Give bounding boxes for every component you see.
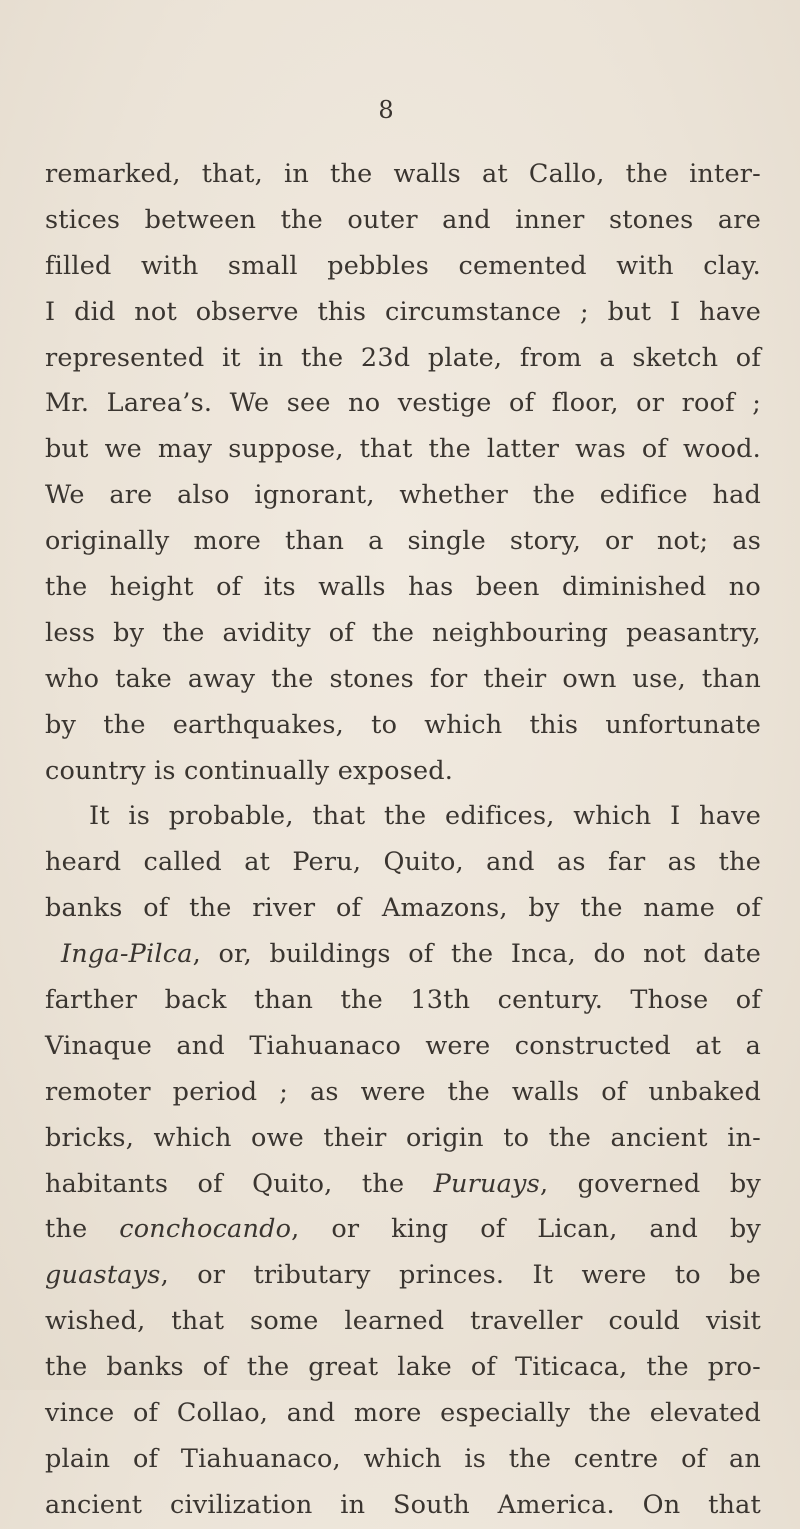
italic-term: conchocando [119, 1214, 292, 1245]
text-line: I did not observe this circumstance ; but I have [45, 296, 761, 327]
text-line: ancient civilization in South America. On that [45, 1489, 761, 1520]
text-line: stices between the outer and inner stones are [45, 204, 761, 235]
text-line: by the earthquakes, to which this unfortunate [45, 709, 761, 740]
text-line: remoter period ; as were the walls of unbaked [45, 1076, 761, 1107]
text-line: banks of the river of Amazons, by the name of [45, 893, 761, 924]
italic-term: guastays [45, 1260, 161, 1291]
text-line: the banks of the great lake of Titicaca, the pro- [45, 1352, 761, 1383]
text-line: filled with small pebbles cemented with clay. [45, 250, 761, 281]
text-line: represented it in the 23d plate, from a sketch of [45, 342, 761, 373]
text-line: It is probable, that the edifices, which I have [89, 801, 761, 832]
text-line: Inga-Pilca, or, buildings of the Inca, do not date [61, 939, 761, 970]
text-line: plain of Tiahuanaco, which is the centre of an [45, 1443, 761, 1474]
text-line: We are also ignorant, whether the edifice had [45, 480, 761, 511]
text-line: country is continually exposed. [45, 755, 454, 786]
text-line: vince of Collao, and more especially the elevated [45, 1398, 761, 1429]
italic-term: Puruays [433, 1168, 540, 1199]
text-line: remarked, that, in the walls at Callo, the inter- [45, 159, 761, 189]
text-line: wished, that some learned traveller could visit [45, 1306, 761, 1337]
text-line: habitants of Quito, the Puruays, governed by [45, 1168, 761, 1199]
text-line: the conchocando, or king of Lican, and by [45, 1214, 761, 1245]
text-line: bricks, which owe their origin to the ancient in- [45, 1122, 761, 1153]
text-line: the height of its walls has been diminished no [45, 572, 761, 603]
text-line: farther back than the 13th century. Those of [45, 985, 761, 1016]
text-line: Vinaque and Tiahuanaco were constructed at a [45, 1030, 761, 1061]
italic-term: Inga-Pilca [61, 939, 193, 970]
text-line: heard called at Peru, Quito, and as far as the [45, 847, 761, 878]
text-line: who take away the stones for their own use, than [45, 663, 761, 694]
text-line: but we may suppose, that the latter was of wood. [45, 434, 761, 465]
body-text [45, 152, 761, 1529]
page-number: 8 [378, 96, 394, 124]
text-line: less by the avidity of the neighbouring peasantry, [45, 617, 761, 648]
text-line: guastays, or tributary princes. It were to be [45, 1260, 761, 1291]
text-line: originally more than a single story, or not; as [45, 526, 761, 557]
text-line: Mr. Larea’s. We see no vestige of floor, or roof ; [45, 388, 761, 419]
